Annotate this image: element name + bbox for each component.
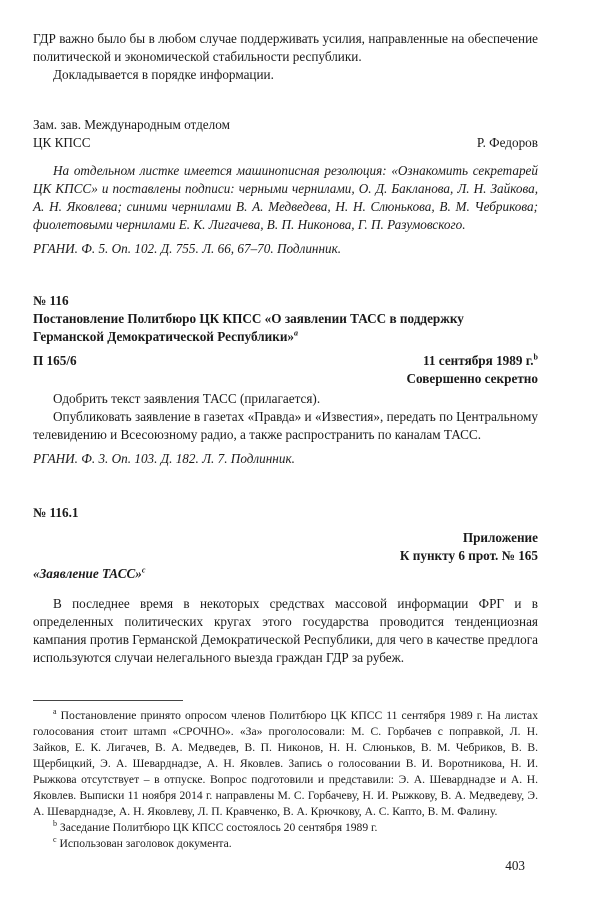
appendix-ref: К пункту 6 прот. № 165: [399, 548, 538, 563]
archive-source-2: [33, 450, 538, 468]
footnotes: [33, 708, 538, 852]
doc-date: 11 сентября 1989 г.$^b$: [423, 352, 538, 368]
report-note: Докладывается в порядке информации.: [53, 67, 274, 82]
document-116: [33, 292, 538, 444]
statement-paragraph: В последнее время в некоторых средствах массовой информации ФРГ и в определенных политических кругах этого государства проводится тенденциозная кампания против Германской Демократической Республики, для чего в качестве предлога используются случаи нелегального выезда граждан ГДР за рубеж.: [33, 596, 538, 665]
footnote: $^c$ Использован заголовок документа.: [53, 835, 232, 850]
signature-dept: ЦК КПСС: [33, 135, 91, 150]
doc-title: Постановление Политбюро ЦК КПСС «О заявлении ТАСС в поддержку Германской Демократической Республики»$^a$: [33, 311, 464, 344]
signature-block: [33, 116, 538, 152]
footnote-mark: b: [533, 352, 538, 362]
doc-paragraph: Одобрить текст заявления ТАСС (прилагается).: [53, 391, 321, 406]
footnote-mark: c: [141, 565, 146, 575]
doc-number: № 116: [33, 293, 69, 308]
doc-number: № 116.1: [33, 505, 79, 520]
intro-text: [33, 30, 538, 84]
doc-ref: П 165/6: [33, 353, 77, 368]
source-citation: РГАНИ. Ф. 3. Оп. 103. Д. 182. Л. 7. Подлинник.: [33, 451, 295, 466]
document-116-1: [33, 504, 538, 667]
footnote-mark: a: [294, 328, 299, 338]
appendix-label: Приложение: [462, 530, 538, 545]
intro-paragraph: ГДР важно было бы в любом случае поддерживать усилия, направленные на обеспечение политической и экономической стабильности республики.: [33, 31, 538, 64]
footnote-divider: [33, 700, 183, 701]
resolution-note: [33, 162, 538, 234]
resolution-text: На отдельном листке имеется машинописная резолюция: «Ознакомить секретарей ЦК КПСС» и поставлены подписи: черными чернилами, О. Д. Бакланова, Л. Н. Зайкова, А. Н. Яковлева; синими чернилами В. А. Медведева, Н. Н. Слюнькова, В. М. Чебрикова; фиолетовыми чернилами Е. К. Лигачева, В. П. Никонова, Г. П. Разумовского.: [33, 163, 538, 232]
footnote: $^b$ Заседание Политбюро ЦК КПСС состоялось 20 сентября 1989 г.: [53, 819, 378, 834]
page-number: 403: [505, 858, 525, 873]
source-citation: РГАНИ. Ф. 5. Оп. 102. Д. 755. Л. 66, 67–70. Подлинник.: [33, 241, 342, 256]
archive-source-1: [33, 240, 538, 258]
signature-position: Зам. зав. Международным отделом: [33, 117, 230, 132]
doc-paragraph: Опубликовать заявление в газетах «Правда» и «Известия», передать по Центральному телевидению и Всесоюзному радио, а также распространить по каналам ТАСС.: [33, 409, 538, 442]
statement-heading: «Заявление ТАСС»$^c$: [33, 565, 146, 581]
footnote: $^a$ Постановление принято опросом членов Политбюро ЦК КПСС 11 сентября 1989 г. На листах голосования стоит штамп «СРОЧНО». «За» проголосовали: М. С. Горбачев с поправкой, Л. Н. Зайков, Е. К. Лигачев, В. А. Медведев, В. П. Никонов, Н. Н. Слюньков, В. М. Чебриков, В. В. Щербицкий, Э. А. Шеварднадзе, А. Н. Яковлев. Запись о голосовании В. И. Воротникова, Н. И. Рыжкова отсутствует – в отпуске. Вопрос подготовили и представили: Э. А. Шеварднадзе и А. Н. Яковлев. Выписки 11 ноября 2014 г. направлены М. С. Горбачеву, Н. И. Рыжкову, В. А. Медведеву, Э. А. Шеварднадзе, А. Н. Яковлеву, Л. П. Кравченко, В. А. Крючкову, А. С. Капто, В. М. Фалину.: [33, 707, 538, 818]
secret-stamp: Совершенно секретно: [406, 371, 538, 386]
signature-name: Р. Федоров: [476, 135, 538, 150]
